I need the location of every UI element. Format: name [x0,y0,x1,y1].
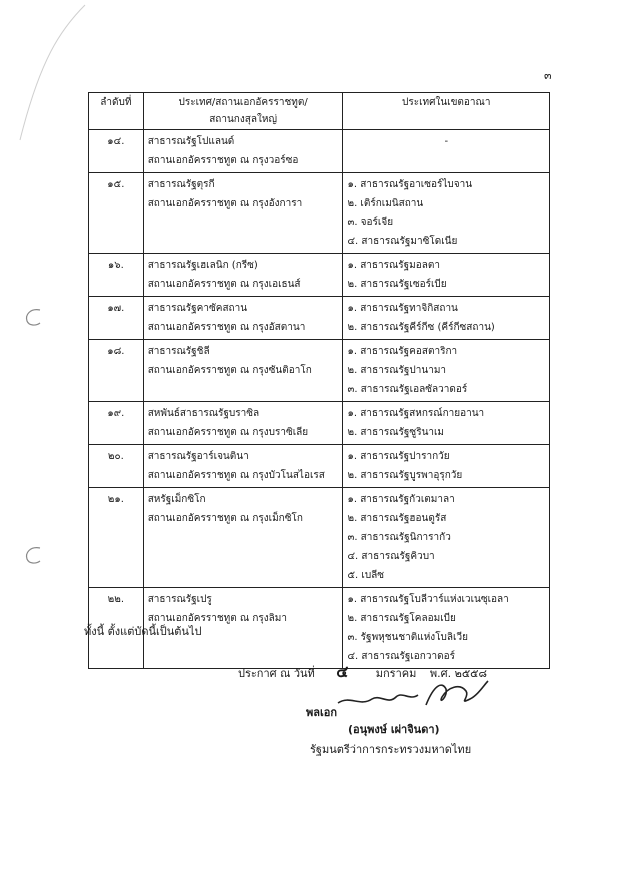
jurisdiction-item: ๒. สาธารณรัฐฮอนดูรัส [347,513,447,524]
embassy-name: สถานเอกอัครราชทูต ณ กรุงอังการา [147,198,303,209]
jurisdiction-item: ๒. สาธารณรัฐเซอร์เบีย [347,279,447,290]
jurisdiction-cell [343,254,550,297]
jurisdiction-item: ๑. สาธารณรัฐโบลีวาร์แห่งเวเนซุเอลา [347,594,509,605]
row-number: ๑๗. [89,297,144,340]
jurisdiction-item: ๒. สาธารณรัฐคีร์กีซ (คีร์กีซสถาน) [347,322,495,333]
country-cell [143,340,343,402]
row-number: ๑๘. [89,340,144,402]
embassy-name: สถานเอกอัครราชทูต ณ กรุงลิมา [147,613,287,624]
row-number: ๑๔. [89,130,144,173]
table-row [89,340,550,402]
table-row [89,402,550,445]
country-name: สาธารณรัฐอาร์เจนตินา [147,451,249,462]
jurisdiction-cell [343,402,550,445]
jurisdiction-cell [343,445,550,488]
jurisdiction-item: ๑. สาธารณรัฐอาเซอร์ไบจาน [347,179,473,190]
embassy-name: สถานเอกอัครราชทูต ณ กรุงวอร์ซอ [147,155,299,166]
country-name: สาธารณรัฐชิลี [147,346,210,357]
row-number: ๑๙. [89,402,144,445]
table-row [89,488,550,588]
announce-month: มกราคม [375,667,417,680]
header-order: ลำดับที่ [89,93,144,130]
table-row [89,173,550,254]
punch-hole-mark-bottom [22,543,46,567]
row-number: ๒๑. [89,488,144,588]
jurisdiction-item: ๔. สาธารณรัฐเอกวาดอร์ [347,651,455,662]
table-row [89,297,550,340]
jurisdiction-item: ๒. สาธารณรัฐปานามา [347,365,447,376]
jurisdiction-item: ๒. สาธารณรัฐโคลอมเบีย [347,613,456,624]
scan-edge-mark [0,0,90,150]
jurisdiction-item: ๓. จอร์เจีย [347,217,394,228]
jurisdiction-item: ๓. สาธารณรัฐนิการากัว [347,532,451,543]
jurisdiction-item: ๑. สาธารณรัฐมอลตา [347,260,440,271]
row-number: ๑๕. [89,173,144,254]
jurisdiction-cell [343,130,550,173]
jurisdiction-cell [343,340,550,402]
jurisdiction-cell [343,588,550,669]
table-row [89,254,550,297]
jurisdiction-item: ๒. สาธารณรัฐบูรพาอุรุกวัย [347,470,463,481]
jurisdiction-item: ๒. สาธารณรัฐซูรินาเม [347,427,445,438]
announce-year: พ.ศ. ๒๕๕๘ [429,667,487,680]
signer-name: (อนุพงษ์ เผ่าจินดา) [348,723,440,736]
embassy-name: สถานเอกอัครราชทูต ณ กรุงเม็กซิโก [147,513,303,524]
table-row [89,445,550,488]
jurisdiction-item: ๓. สาธารณรัฐเอลซัลวาดอร์ [347,384,468,395]
jurisdiction-cell [343,173,550,254]
header-jurisdiction: ประเทศในเขตอาณา [343,93,550,130]
header-country-line1: ประเทศ/สถานเอกอัครราชทูต/ [178,97,308,108]
jurisdiction-cell [343,488,550,588]
header-country [143,93,343,130]
table-row [89,130,550,173]
row-number: ๒๒. [89,588,144,669]
jurisdiction-item: ๔. สาธารณรัฐมาซิโดเนีย [347,236,458,247]
country-name: สาธารณรัฐเฮเลนิก (กรีซ) [147,260,258,271]
country-cell [143,488,343,588]
announce-day: ๔ [336,662,349,681]
page-number: ๓ [544,69,552,82]
row-number: ๑๖. [89,254,144,297]
jurisdiction-item: ๑. สาธารณรัฐทาจิกิสถาน [347,303,458,314]
country-name: สาธารณรัฐตุรกี [147,179,215,190]
country-cell [143,445,343,488]
jurisdiction-item: ๕. เบลีซ [347,570,385,581]
country-cell [143,402,343,445]
jurisdiction-cell [343,297,550,340]
handwritten-signature [330,675,490,715]
embassy-name: สถานเอกอัครราชทูต ณ กรุงอัสตานา [147,322,306,333]
jurisdiction-item: ๑. สาธารณรัฐสหกรณ์กายอานา [347,408,485,419]
country-name: สาธารณรัฐคาซัคสถาน [147,303,248,314]
embassy-name: สถานเอกอัครราชทูต ณ กรุงบัวโนสไอเรส [147,470,325,481]
jurisdiction-item: ๓. รัฐพหุชนชาติแห่งโบลิเวีย [347,632,468,643]
signer-position: รัฐมนตรีว่าการกระทรวงมหาดไทย [310,743,472,756]
embassy-name: สถานเอกอัครราชทูต ณ กรุงซันติอาโก [147,365,312,376]
country-cell [143,254,343,297]
announce-prefix: ประกาศ ณ วันที่ [238,667,315,680]
country-name: สหรัฐเม็กซิโก [147,494,206,505]
punch-hole-mark-top [22,305,46,329]
country-cell [143,173,343,254]
jurisdiction-item: ๒. เติร์กเมนิสถาน [347,198,424,209]
jurisdiction-item: ๑. สาธารณรัฐปารากวัย [347,451,450,462]
country-cell [143,297,343,340]
embassy-name: สถานเอกอัครราชทูต ณ กรุงเอเธนส์ [147,279,301,290]
header-country-line2: สถานกงสุลใหญ่ [209,114,277,125]
jurisdiction-table [88,92,550,669]
country-name: สาธารณรัฐเปรู [147,594,212,605]
jurisdiction-item: ๑. สาธารณรัฐคอสตาริกา [347,346,458,357]
jurisdiction-item: ๔. สาธารณรัฐคิวบา [347,551,435,562]
signer-rank: พลเอก [306,706,338,719]
country-cell [143,130,343,173]
jurisdiction-item: - [444,136,449,147]
jurisdiction-item: ๑. สาธารณรัฐกัวเตมาลา [347,494,455,505]
table-header-row [89,93,550,130]
country-name: สาธารณรัฐโปแลนด์ [147,136,235,147]
embassy-name: สถานเอกอัครราชทูต ณ กรุงบราซิเลีย [147,427,309,438]
effective-statement: ทั้งนี้ ตั้งแต่บัดนี้เป็นต้นไป [84,625,202,638]
row-number: ๒๐. [89,445,144,488]
country-name: สหพันธ์สาธารณรัฐบราซิล [147,408,260,419]
